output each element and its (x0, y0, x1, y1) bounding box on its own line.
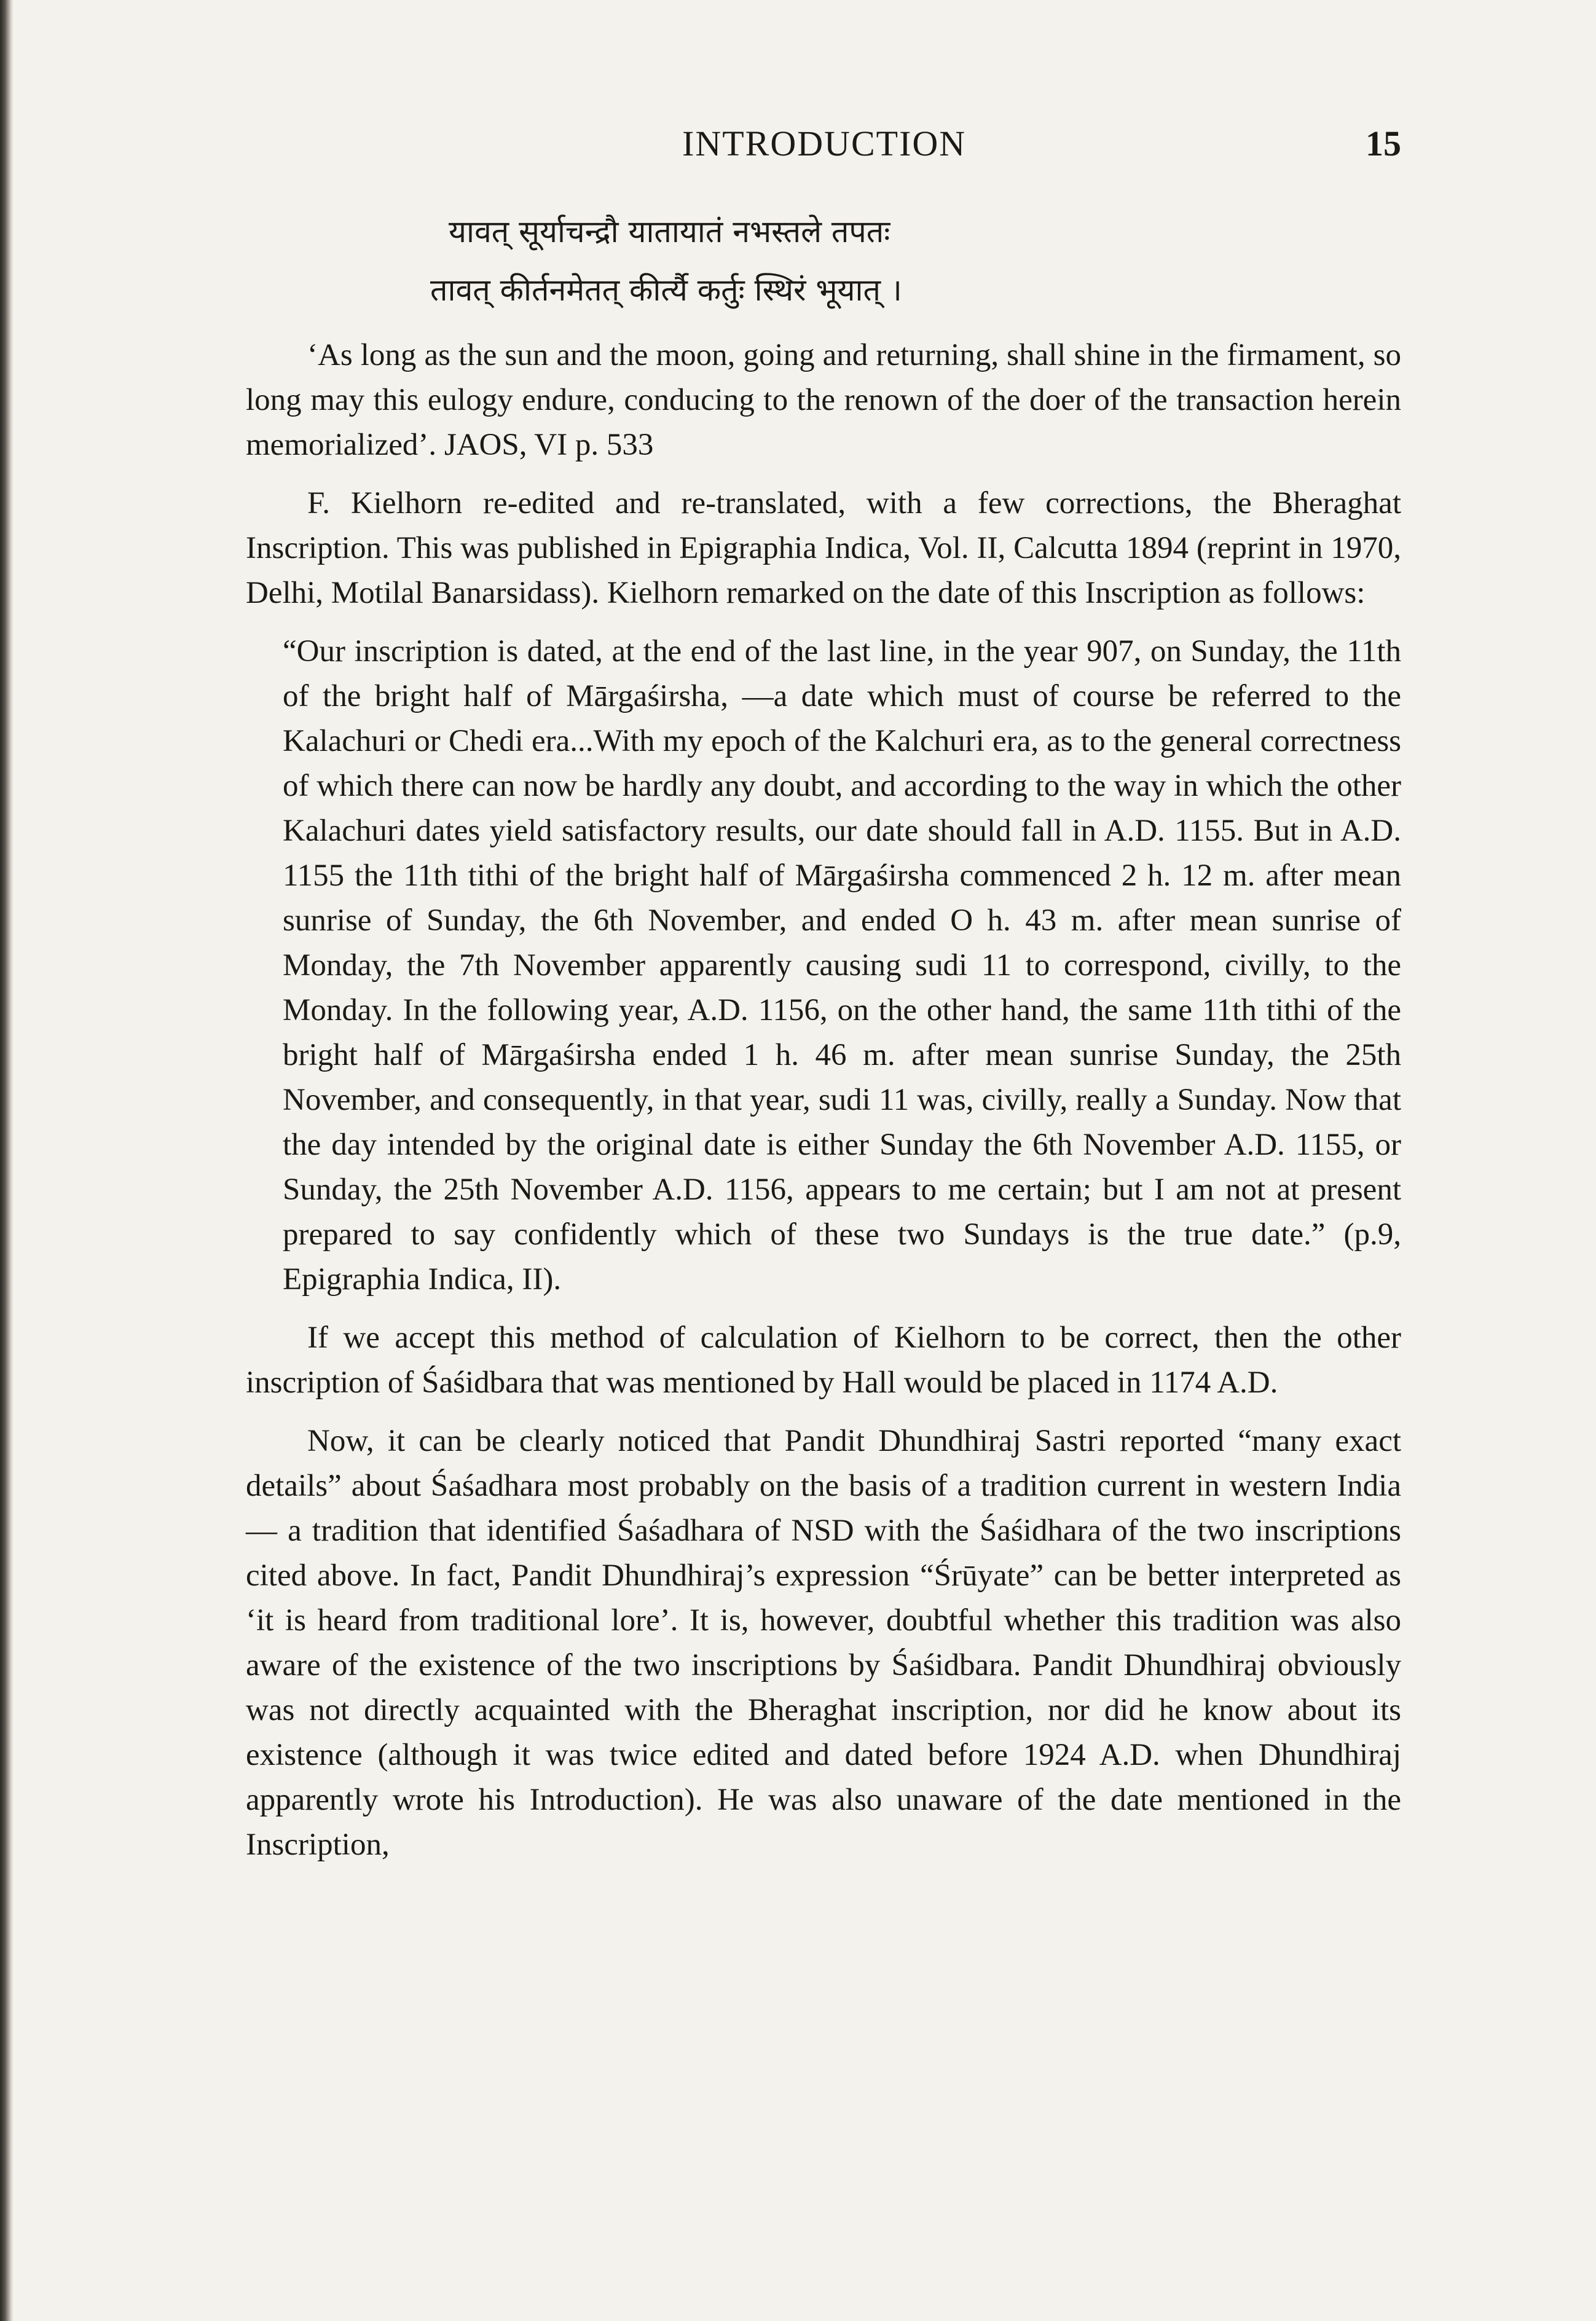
sanskrit-verse (246, 203, 1401, 320)
kielhorn-paragraph: F. Kielhorn re-edited and re-translated, with a few corrections, the Bheraghat Inscription. This was published in Epigraphia Indica, Vol. II, Calcutta 1894 (reprint in 1970, Delhi, Motilal Banarsidass). Kielhorn remarked on the date of this Inscription as follows: (246, 486, 1401, 610)
page-content (246, 123, 1401, 1867)
block-quote (283, 629, 1401, 1302)
page-header (246, 123, 1401, 178)
verse-line-1: यावत् सूर्याचन्द्रौ यातायातं नभस्तले तपतः (449, 214, 890, 249)
page-binding-edge (0, 0, 14, 2321)
verse-line-2: तावत् कीर्तनमेतत् कीर्त्यै कर्तुः स्थिरं भूयात् । (430, 272, 902, 308)
running-title: INTRODUCTION (682, 124, 967, 163)
calculation-paragraph: If we accept this method of calculation of Kielhorn to be correct, then the other inscription of Śaśidbara that was mentioned by Hall would be placed in 1174 A.D. (246, 1321, 1401, 1400)
tradition-paragraph: Now, it can be clearly noticed that Pandit Dhundhiraj Sastri reported “many exact details” about Śaśadhara most probably on the basis of a tradition current in western India — a tradition that identified Śaśadhara of NSD with the Śaśidhara of the two inscriptions cited above. In fact, Pandit Dhundhiraj’s expression “Śrūyate” can be better interpreted as ‘it is heard from traditional lore’. It is, however, doubtful whether this tradition was also aware of the existence of the two inscriptions by Śaśidbara. Pandit Dhundhiraj obviously was not directly acquainted with the Bheraghat inscription, nor did he know about its existence (although it was twice edited and dated before 1924 A.D. when Dhundhiraj apparently wrote his Introduction). He was also unaware of the date mentioned in the Inscription, (246, 1424, 1401, 1862)
kielhorn-quote: “Our inscription is dated, at the end of the last line, in the year 907, on Sunday, the 11th of the bright half of Mārgaśirsha, —a date which must of course be referred to the Kalachuri or Chedi era...With my epoch of the Kalchuri era, as to the general correctness of which there can now be hardly any doubt, and according to the way in which the other Kalachuri dates yield satisfactory results, our date should fall in A.D. 1155. But in A.D. 1155 the 11th tithi of the bright half of Mārgaśirsha commenced 2 h. 12 m. after mean sunrise of Sunday, the 6th November, and ended O h. 43 m. after mean sunrise of Monday, the 7th November apparently causing sudi 11 to correspond, civilly, to the Monday. In the following year, A.D. 1156, on the other hand, the same 11th tithi of the bright half of Mārgaśirsha ended 1 h. 46 m. after mean sunrise Sunday, the 25th November, and consequently, in that year, sudi 11 was, civilly, really a Sunday. Now that the day intended by the original date is either Sunday the 6th November A.D. 1155, or Sunday, the 25th November A.D. 1156, appears to me certain; but I am not at present prepared to say confidently which of these two Sundays is the true date.” (p.9, Epigraphia Indica, II). (283, 634, 1401, 1297)
translation-paragraph: ‘As long as the sun and the moon, going and returning, shall shine in the firmament, so long may this eulogy endure, conducing to the renown of the doer of the transaction herein memorialized’. JAOS, VI p. 533 (246, 338, 1401, 462)
page-number: 15 (1366, 124, 1401, 163)
